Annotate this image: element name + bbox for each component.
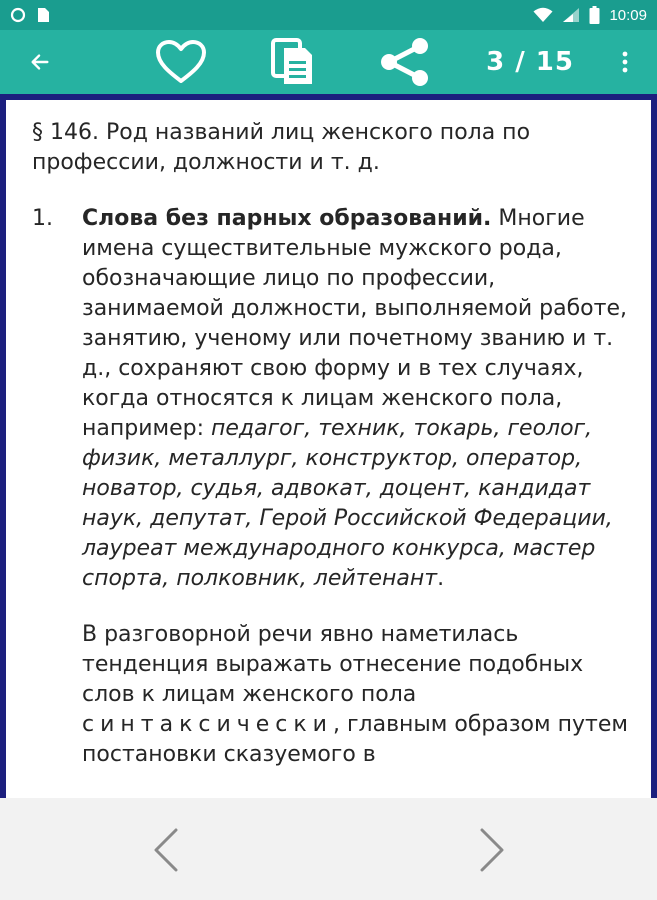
heart-outline-icon: [155, 39, 207, 85]
status-bar: [0, 0, 657, 30]
chevron-right-icon: [479, 828, 505, 872]
paragraph-text-start: В разговорной речи явно наметилась тенденция выражать отнесение подобных слов к лицам женского пола: [82, 622, 584, 707]
bottom-navigation: [0, 798, 657, 900]
list-item: [32, 204, 631, 770]
battery-icon: [589, 6, 600, 24]
next-page-button[interactable]: [462, 820, 522, 880]
paragraph-spaced-word: синтаксически: [82, 712, 333, 737]
list-item-title: Слова без парных образований.: [82, 206, 492, 231]
notification-circle-icon: [10, 7, 26, 23]
list-item-text: Многие имена существительные мужского рода, обозначающие лицо по профессии, занимаемой должности, выполняемой работе, занятию, ученому или почетному званию и т. д., сохраняют свою форму и в тех случаях, когда относятся к лицам женского пола, например:: [82, 206, 627, 441]
page-counter-text: 3 / 15: [486, 47, 574, 77]
list-item-examples: педагог, техник, токарь, геолог, физик, металлург, конструктор, оператор, новатор, судья, адвокат, доцент, кандидат наук, депутат, Герой Российской Федерации, лауреат международного конкурса, мастер спорта, полковник, лейтенант: [82, 416, 613, 591]
app-bar: [0, 30, 657, 94]
status-time: 10:09: [609, 6, 647, 24]
page-counter: [480, 30, 580, 94]
list-item-number: 1.: [32, 206, 53, 231]
chevron-left-icon: [153, 828, 179, 872]
article-content[interactable]: [6, 100, 651, 798]
paragraph: [82, 620, 631, 770]
section-heading: § 146. Род названий лиц женского пола по профессии, должности и т. д.: [32, 120, 531, 175]
paragraph-text-end: , главным образом путем постановки сказуемого в: [82, 712, 628, 767]
wifi-icon: [533, 7, 553, 23]
list-item-end: .: [437, 566, 445, 591]
copy-document-icon: [269, 36, 315, 88]
back-button[interactable]: [14, 30, 66, 94]
signal-icon: [562, 7, 580, 23]
share-icon: [378, 37, 432, 87]
content-frame: [0, 94, 657, 798]
previous-page-button[interactable]: [136, 820, 196, 880]
share-button[interactable]: [374, 30, 436, 94]
copy-button[interactable]: [262, 30, 322, 94]
arrow-left-icon: [29, 51, 51, 73]
sim-card-icon: [36, 7, 50, 23]
overflow-menu-button[interactable]: [606, 30, 644, 94]
favorite-button[interactable]: [148, 30, 214, 94]
more-vert-icon: [621, 51, 629, 73]
list-item-body: [82, 204, 631, 770]
